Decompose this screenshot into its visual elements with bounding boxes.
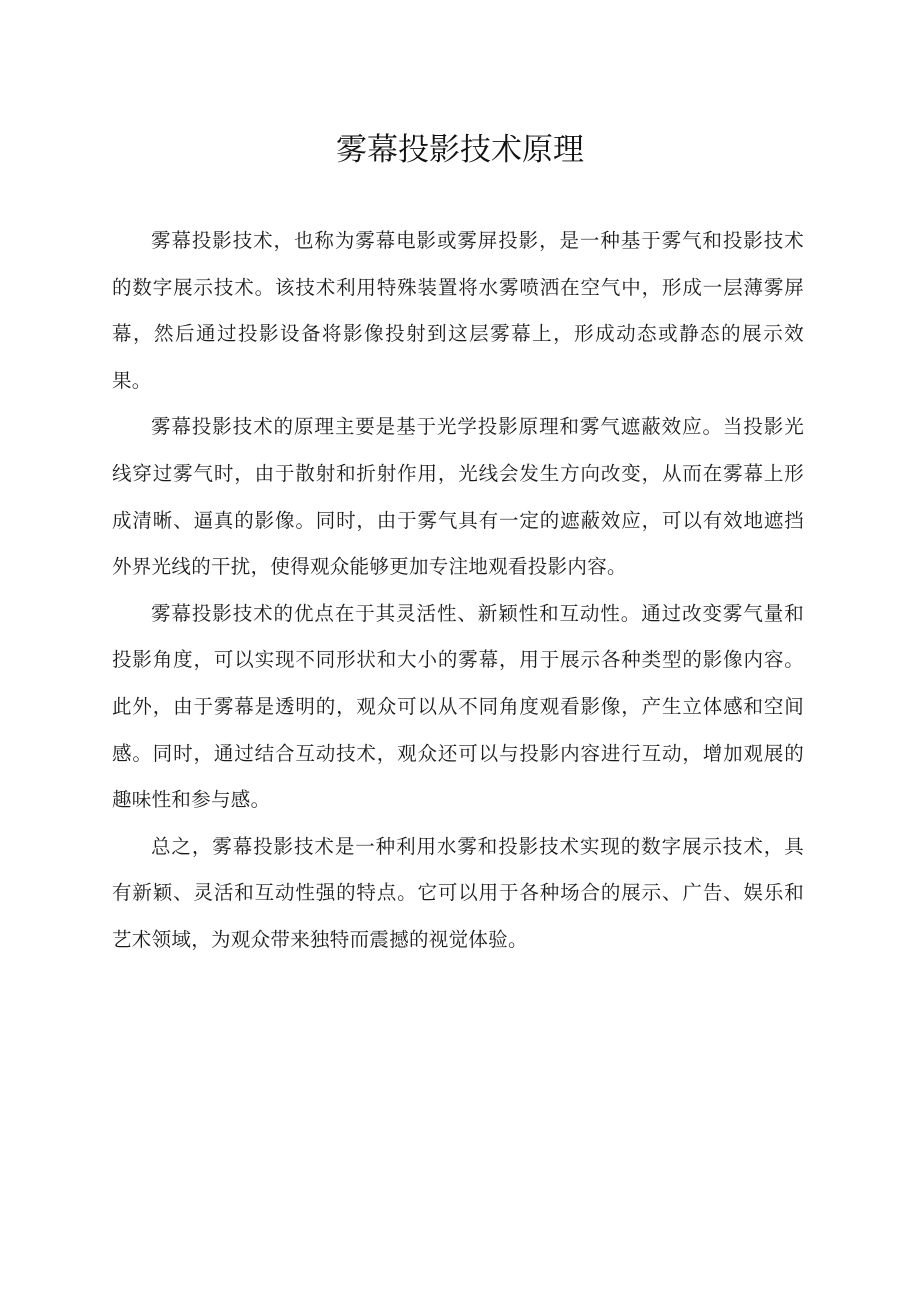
paragraph: 总之，雾幕投影技术是一种利用水雾和投影技术实现的数字展示技术，具有新颖、灵活和互动性强的特点。它可以用于各种场合的展示、广告、娱乐和艺术领域，为观众带来独特而震撼的视觉体验。 [112,834,804,951]
paragraph: 雾幕投影技术的优点在于其灵活性、新颖性和互动性。通过改变雾气量和投影角度，可以实现不同形状和大小的雾幕，用于展示各种类型的影像内容。此外，由于雾幕是透明的，观众可以从不同角度观看影像，产生立体感和空间感。同时，通过结合互动技术，观众还可以与投影内容进行互动，增加观展的趣味性和参与感。 [112,601,804,812]
paragraph: 雾幕投影技术，也称为雾幕电影或雾屏投影，是一种基于雾气和投影技术的数字展示技术。该技术利用特殊装置将水雾喷洒在空气中，形成一层薄雾屏幕，然后通过投影设备将影像投射到这层雾幕上，形成动态或静态的展示效果。 [112,229,804,392]
document-title: 雾幕投影技术原理 [336,132,584,168]
paragraph: 雾幕投影技术的原理主要是基于光学投影原理和雾气遮蔽效应。当投影光线穿过雾气时，由于散射和折射作用，光线会发生方向改变，从而在雾幕上形成清晰、逼真的影像。同时，由于雾气具有一定的遮蔽效应，可以有效地遮挡外界光线的干扰，使得观众能够更加专注地观看投影内容。 [112,415,804,579]
document-body [112,218,804,964]
